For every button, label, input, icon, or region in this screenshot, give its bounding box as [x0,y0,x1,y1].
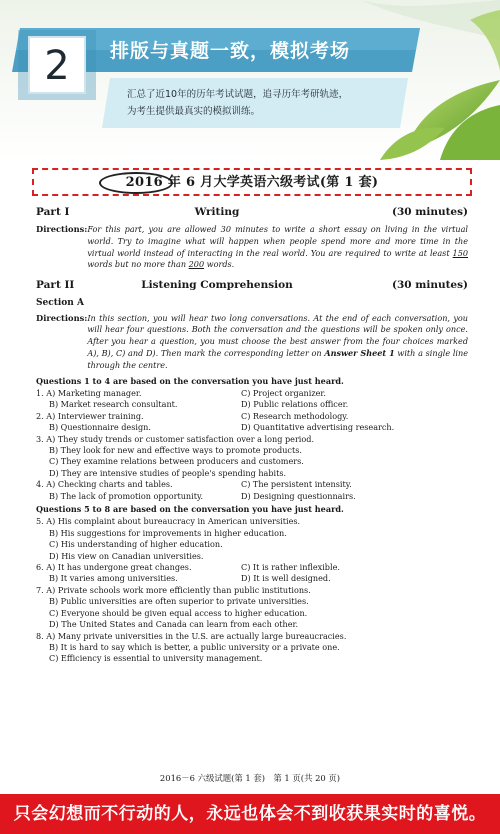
question-group-heading: Questions 1 to 4 are based on the conversation you have just heard. [36,375,344,386]
option: B) Questionnaire design. [49,422,151,433]
option: D) Quantitative advertising research. [241,422,395,433]
word-max: 200 [188,259,205,270]
option: B) It is hard to say which is better, a public university or a private one. [49,641,340,652]
directions-part: words. [204,259,235,270]
option: C) Everyone should be given equal access to higher education. [49,607,308,618]
option: B) His suggestions for improvements in higher education. [49,527,287,538]
directions-part: with a single line through the centre. [87,347,469,370]
slogan-text: 只会幻想而不行动的人，永远也体会不到收获果实时的喜悦。 [13,804,487,824]
option: D) His view on Canadian universities. [49,550,204,561]
section-title: Section A [36,298,84,309]
option: D) Public relations officer. [241,399,349,410]
option-row [36,491,468,502]
option: 4. A) Checking charts and tables. [36,479,173,490]
part-header [36,205,468,219]
directions [36,313,468,372]
directions-text [87,224,468,271]
option: 7. A) Private schools work more efficiently than public institutions. [36,584,311,595]
option: B) It varies among universities. [49,573,178,584]
option-row [36,562,468,573]
option: C) His understanding of higher education. [49,539,223,550]
option: D) Designing questionnairs. [241,490,356,501]
section-number: 2 [44,43,70,89]
part-name: Part I [36,206,70,218]
option: B) The lack of promotion opportunity. [49,490,204,501]
part-title: Writing [194,206,240,218]
part-header [36,278,468,292]
option: 8. A) Many private universities in the U.S. are actually large bureaucracies. [36,630,347,641]
part-name: Part II [36,279,75,292]
option: 1. A) Marketing manager. [36,387,142,398]
option-row [36,573,468,584]
option: C) It is rather inflexible. [241,562,340,573]
option: C) They examine relations between producers and customers. [49,456,304,467]
option: D) It is well designed. [241,573,331,584]
option: D) The United States and Canada can learn from each other. [49,619,299,630]
option: 6. A) It has undergone great changes. [36,562,192,573]
option-row [36,422,468,433]
slogan-bar [0,794,500,834]
option: C) Research methodology. [241,410,349,421]
option: 2. A) Interviewer training. [36,410,144,421]
part-time: (30 minutes) [391,206,468,218]
option: C) Project organizer. [241,387,326,398]
word-min: 150 [452,247,468,258]
option: C) Efficiency is essential to university management. [49,653,263,664]
directions-label: Directions: [36,224,88,234]
option-row [36,479,468,490]
option: C) The persistent intensity. [241,479,352,490]
directions-text [87,313,468,372]
option: B) Market research consultant. [49,399,178,410]
banner-title: 排版与真题一致，模拟考场 [110,40,351,62]
option: 5. A) His complaint about bureaucracy in American universities. [36,516,301,527]
option-row [36,399,468,410]
part-title: Listening Comprehension [141,279,293,292]
exam-page [36,203,468,665]
banner-description [127,86,387,120]
directions [36,224,468,271]
option: D) They are intensive studies of people's spending habits. [49,467,287,478]
page-footer: 2016－6 六级试题(第 1 套) 第 1 页(共 20 页) [159,773,341,783]
directions-label: Directions: [36,312,88,323]
section-number-badge [28,36,86,94]
option: B) They look for new and effective ways to promote products. [49,445,302,456]
question-group-heading: Questions 5 to 8 are based on the conversation you have just heard. [36,504,344,515]
directions-part: In this section, you will hear two long conversations. At the end of each conversation, you will hear four questions. Both the conversation and the questions will be spoken only once. After you hear a question, you must choose the best answer from the four choices marked A), B), C) and D). Then mark the corresponding letter on [87,312,468,358]
option: 3. A) They study trends or customer satisfaction over a long period. [36,433,315,444]
option: B) Public universities are often superior to private universities. [49,596,309,607]
exam-title: 2016 年 6 月大学英语六级考试(第 1 套) [125,175,379,190]
banner-desc-line: 为考生提供最真实的模拟训练。 [127,106,261,117]
part-time: (30 minutes) [391,279,468,292]
option-row [36,388,468,399]
option-row [36,411,468,422]
header-banner [0,0,500,160]
banner-desc-line: 汇总了近10年的历年考试试题，追寻历年考研轨迹， [127,89,349,100]
directions-part: words but no more than [87,259,189,270]
directions-part: For this part, you are allowed 30 minutes to write a short essay on living in the virtual world. Try to imagine what will happen when people spend more and more time in the virtual world instead of interacting in the real world. You are required to write at least [87,224,468,258]
answer-sheet-ref: Answer Sheet 1 [324,347,395,358]
